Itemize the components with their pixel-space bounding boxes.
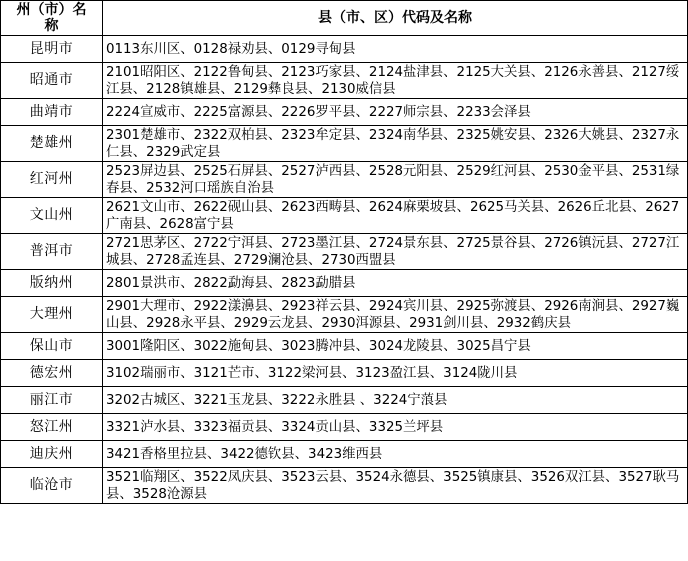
prefecture-name: 临沧市 [1,468,103,504]
county-codes: 2301楚雄市、2322双柏县、2323牟定县、2324南华县、2325姚安县、2326大姚县、2327永仁县、2329武定县 [103,126,688,162]
table-row [1,270,688,297]
prefecture-name: 德宏州 [1,360,103,387]
county-codes: 3421香格里拉县、3422德钦县、3423维西县 [103,441,688,468]
county-codes: 2621文山市、2622砚山县、2623西畴县、2624麻栗坡县、2625马关县、2626丘北县、2627广南县、2628富宁县 [103,198,688,234]
prefecture-name: 曲靖市 [1,99,103,126]
county-codes: 2224宣威市、2225富源县、2226罗平县、2227师宗县、2233会泽县 [103,99,688,126]
table-row [1,360,688,387]
prefecture-name: 大理州 [1,297,103,333]
table-row [1,297,688,333]
table-row [1,36,688,63]
table-row [1,441,688,468]
prefecture-name: 怒江州 [1,414,103,441]
table-row [1,468,688,504]
prefecture-name: 保山市 [1,333,103,360]
county-codes: 2523屏边县、2525石屏县、2527泸西县、2528元阳县、2529红河县、2530金平县、2531绿春县、2532河口瑶族自治县 [103,162,688,198]
table-row [1,63,688,99]
county-codes: 3202古城区、3221玉龙县、3222永胜县 、3224宁蒗县 [103,387,688,414]
prefecture-name: 丽江市 [1,387,103,414]
county-codes: 2101昭阳区、2122鲁甸县、2123巧家县、2124盐津县、2125大关县、2126永善县、2127绥江县、2128镇雄县、2129彝良县、2130威信县 [103,63,688,99]
table-row [1,198,688,234]
header-prefecture: 州（市）名称 [1,1,103,36]
prefecture-name: 昭通市 [1,63,103,99]
county-codes: 0113东川区、0128禄劝县、0129寻甸县 [103,36,688,63]
prefecture-name: 昆明市 [1,36,103,63]
table-row [1,162,688,198]
county-codes: 3521临翔区、3522凤庆县、3523云县、3524永德县、3525镇康县、3526双江县、3527耿马县、3528沧源县 [103,468,688,504]
county-codes: 3001隆阳区、3022施甸县、3023腾冲县、3024龙陵县、3025昌宁县 [103,333,688,360]
county-codes: 3102瑞丽市、3121芒市、3122梁河县、3123盈江县、3124陇川县 [103,360,688,387]
table-row [1,234,688,270]
prefecture-name: 迪庆州 [1,441,103,468]
table-header-row [1,1,688,36]
prefecture-name: 红河州 [1,162,103,198]
table-row [1,414,688,441]
county-codes: 2801景洪市、2822勐海县、2823勐腊县 [103,270,688,297]
prefecture-name: 版纳州 [1,270,103,297]
prefecture-name: 楚雄州 [1,126,103,162]
table-row [1,387,688,414]
county-codes: 2901大理市、2922漾濞县、2923祥云县、2924宾川县、2925弥渡县、2926南涧县、2927巍山县、2928永平县、2929云龙县、2930洱源县、2931剑川县、2932鹤庆县 [103,297,688,333]
county-codes: 3321泸水县、3323福贡县、3324贡山县、3325兰坪县 [103,414,688,441]
prefecture-name: 普洱市 [1,234,103,270]
county-codes: 2721思茅区、2722宁洱县、2723墨江县、2724景东县、2725景谷县、2726镇沅县、2727江城县、2728孟连县、2729澜沧县、2730西盟县 [103,234,688,270]
header-counties: 县（市、区）代码及名称 [103,1,688,36]
table-row [1,126,688,162]
table-row [1,99,688,126]
prefecture-name: 文山州 [1,198,103,234]
table-row [1,333,688,360]
